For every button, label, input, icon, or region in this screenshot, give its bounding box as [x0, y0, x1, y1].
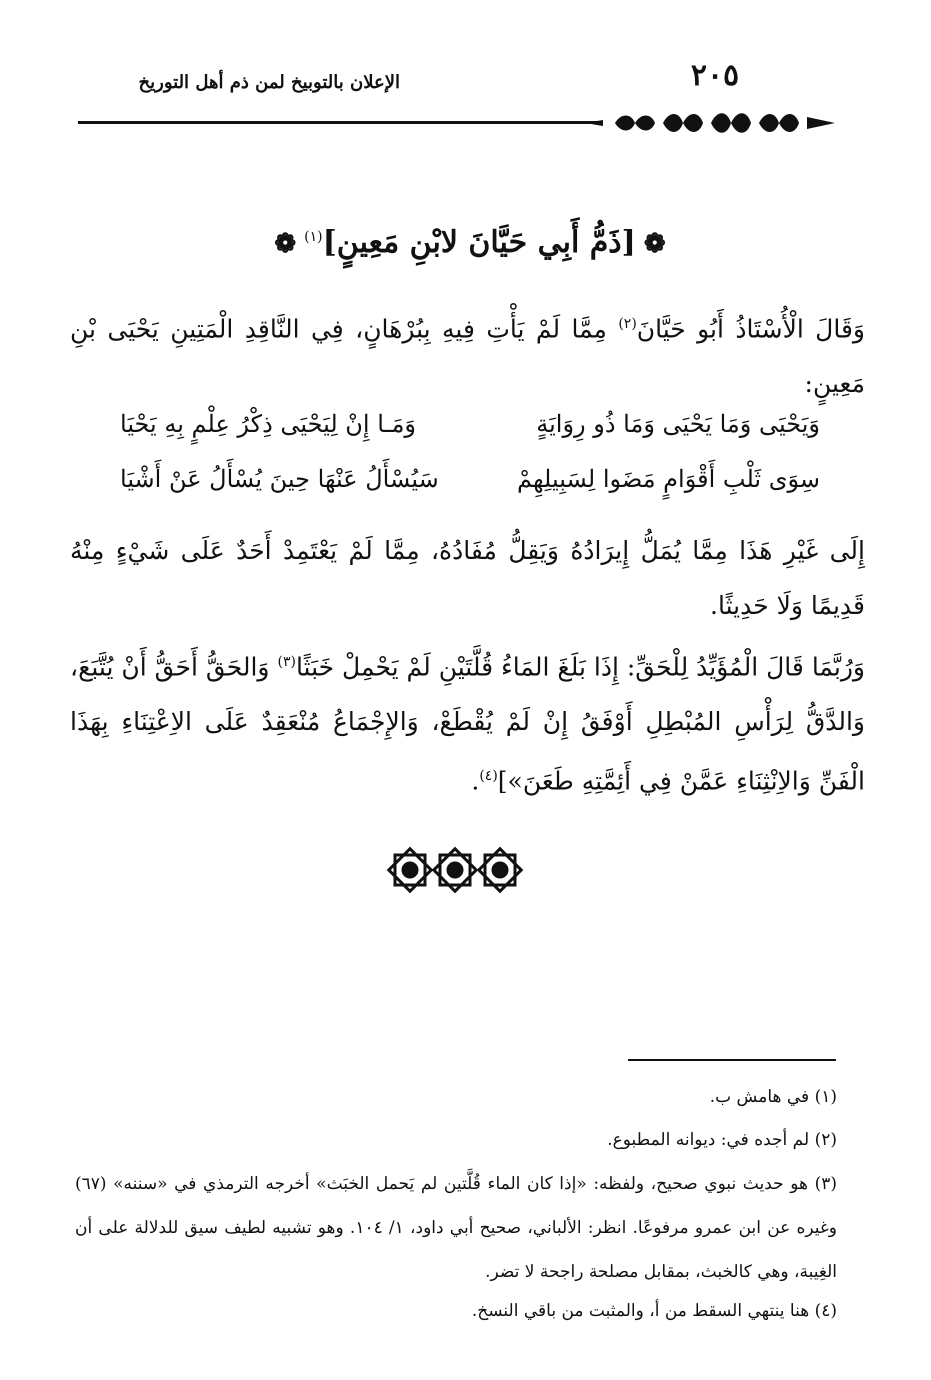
footnote-3-number: (٣) [814, 1174, 838, 1194]
footnote-2 [75, 1125, 837, 1155]
footnote-ref-2: (٢) [618, 316, 637, 332]
footnote-4-text: هنا ينتهي السقط من أ، والمثبت من باقي النسخ. [471, 1301, 810, 1321]
footnote-1-number: (١) [814, 1087, 837, 1107]
paragraph-commentary: إِلَى غَيْرِ هَذَا مِمَّا يُمَلُّ إِيرَادُهُ وَيَقِلُّ مُفَادُهُ، مِمَّا لَمْ يَعْتَمِدْ أَحَدٌ عَلَى شَيْءٍ مِنْهُ قَدِيمًا وَلَا حَدِيثًا. [70, 536, 865, 620]
footnote-4 [75, 1296, 837, 1326]
paragraph-hadith-text: وَرُبَّمَا قَالَ الْمُؤَيِّدُ لِلْحَقِّ: إِذَا بَلَغَ المَاءُ قُلَّتَيْنِ لَمْ يَحْمِلْ خَبَثًا [295, 652, 865, 682]
footnote-2-text: لم أجده في: ديوانه المطبوع. [607, 1130, 810, 1150]
title-text: ذَمُّ أَبِي حَيَّانَ لابْنِ مَعِينٍ] [322, 225, 622, 260]
footnote-4-number: (٤) [814, 1301, 837, 1321]
section-end-ornament-icon [385, 845, 525, 895]
paragraph-intro [70, 297, 865, 411]
paragraph-hadith [70, 635, 865, 809]
section-title [150, 225, 790, 260]
paragraph-intro-text-cont: مِمَّا لَمْ يَأْتِ فِيهِ بِبُرْهَانٍ، فِي النَّاقِدِ الْمَتِينِ يَحْيَى بْنِ مَعِينٍ: [70, 314, 865, 399]
verse-2-first-hemistich: سِوَى ثَلْبِ أَقْوَامٍ مَضَوا لِسَبِيلِهِمْ [517, 465, 820, 493]
footnote-ref-3: (٣) [277, 654, 296, 670]
footnote-1-text: في هامش ب. [709, 1087, 810, 1107]
footnote-ref-1: (١) [304, 229, 323, 245]
footnote-ref-4: (٤) [479, 768, 498, 785]
verse-1-first-hemistich: وَيَحْيَى وَمَا يَحْيَى وَمَا ذُو رِوَايَةٍ [536, 410, 820, 438]
footnote-1 [75, 1082, 837, 1112]
header-ornament-icon [585, 103, 840, 143]
header-rule [78, 121, 598, 124]
title-flourish-left-icon: ❁ [274, 229, 297, 259]
verse-line-1 [120, 410, 820, 460]
title-flourish-right-icon: ❁ [643, 229, 666, 259]
footnote-2-number: (٢) [814, 1130, 837, 1150]
footnote-rule [628, 1059, 836, 1061]
verse-line-2 [120, 465, 820, 515]
footnote-3 [75, 1162, 837, 1294]
title-open-bracket: [ [621, 225, 636, 260]
verse-2-second-hemistich: سَيُسْأَلُ عَنْهَا حِينَ يُسْأَلُ عَنْ أَشْيَا [120, 465, 439, 493]
paragraph-hadith-end: . [471, 766, 480, 796]
page-number: ٢٠٥ [690, 58, 740, 93]
paragraph-intro-text: وَقَالَ الْأُسْتَاذُ أَبُو حَيَّانَ [636, 314, 865, 344]
verse-1-second-hemistich: وَمَـا إِنْ لِيَحْيَى ذِكْرُ عِلْمٍ بِهِ يَحْيَا [120, 410, 417, 438]
footnote-3-text: هو حديث نبوي صحيح، ولفظه: «إذا كان الماء قُلَّتين لم يَحمل الخبَث» أخرجه الترمذي في «سننه» (٦٧) وغيره عن ابن عمرو مرفوعًا. انظر: الألباني، صحيح أبي داود، ١/ ١٠٤. وهو تشبيه لطيف سيق للدلالة على أن الغِيبة، وهي كالخبث، بمقابل مصلحة راجحة لا تضر. [75, 1174, 838, 1282]
paragraph-hadith-text-cont: وَالحَقُّ أَحَقُّ أَنْ يُتَّبَعَ، وَالدَّقُّ لِرَأْسِ المُبْطِلِ أَوْفَقُ إِنْ لَمْ يُقْطَعْ، وَالإِجْمَاعُ مُنْعَقِدٌ عَلَى الاِعْتِنَاءِ بِهَذَا الْفَنِّ وَالاِنْثِنَاءِ عَمَّنْ فِي أَئِمَّتِهِ طَعَنَ»] [70, 652, 865, 796]
running-head: الإعلان بالتوبيخ لمن ذم أهل التوريخ [138, 72, 400, 93]
